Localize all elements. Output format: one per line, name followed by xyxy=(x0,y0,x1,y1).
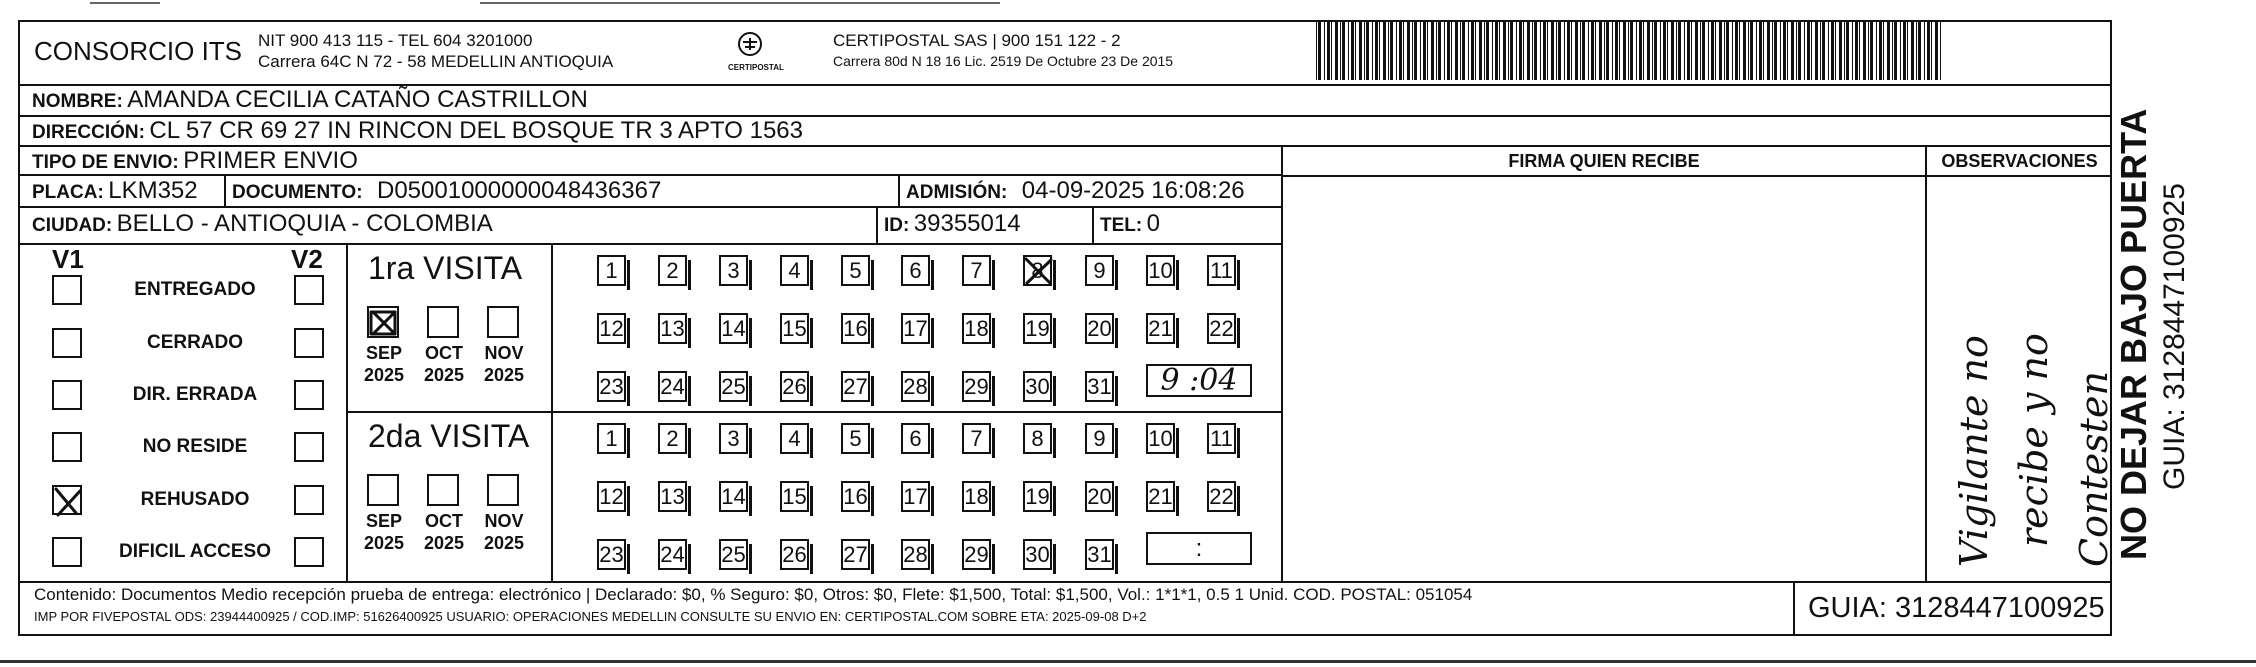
direccion-row xyxy=(32,117,803,145)
day-box[interactable] xyxy=(658,255,687,286)
day-number: 24 xyxy=(660,374,685,399)
day-box[interactable] xyxy=(780,313,809,344)
handwriting-scribble xyxy=(1927,177,2112,579)
id-value: 39355014 xyxy=(913,210,1021,237)
carrier-line: CERTIPOSTAL SAS | 900 151 122 - 2 xyxy=(833,31,1121,50)
day-box[interactable] xyxy=(597,255,626,286)
day-box[interactable] xyxy=(1085,313,1114,344)
v2-checkbox[interactable] xyxy=(294,380,324,410)
observaciones-header: OBSERVACIONES xyxy=(1941,151,2098,171)
tel-label: TEL: xyxy=(1100,215,1143,236)
scan-artifact xyxy=(480,2,1000,4)
month-checkbox[interactable] xyxy=(367,474,399,506)
row-divider xyxy=(18,243,1281,245)
footer-imp: IMP POR FIVEPOSTAL ODS: 23944400925 / COD.IMP: 51626400925 USUARIO: OPERACIONES MEDELLIN CONSULTE SU ENVIO EN: CERTIPOSTAL.COM SOBRE ETA: 2025-09-08 D+2 xyxy=(34,609,1147,624)
visit-divider xyxy=(346,411,1281,413)
company-nit: NIT 900 413 115 - TEL 604 3201000 xyxy=(258,31,533,50)
day-box[interactable] xyxy=(962,423,991,454)
day-box[interactable] xyxy=(841,371,870,402)
day-box[interactable] xyxy=(1085,423,1114,454)
carrier-info xyxy=(833,30,1173,72)
day-number: 17 xyxy=(903,484,928,509)
cell-divider xyxy=(1092,207,1094,243)
day-number: 7 xyxy=(970,426,983,451)
day-box[interactable] xyxy=(719,423,748,454)
tel-value: 0 xyxy=(1146,210,1161,237)
day-box[interactable] xyxy=(597,539,626,570)
v1-checkbox[interactable] xyxy=(52,485,82,515)
day-number: 2 xyxy=(666,258,679,283)
day-box[interactable] xyxy=(962,539,991,570)
month-checkbox[interactable] xyxy=(487,306,519,338)
guia-divider xyxy=(1793,581,1795,636)
month-checkbox[interactable] xyxy=(427,474,459,506)
day-box[interactable] xyxy=(719,371,748,402)
month-name: SEP xyxy=(365,511,403,531)
day-number: 28 xyxy=(903,542,928,567)
day-number: 25 xyxy=(721,542,746,567)
day-number: 13 xyxy=(660,484,685,509)
footer-divider xyxy=(18,581,2112,583)
company-name: CONSORCIO ITS xyxy=(34,36,243,66)
day-box[interactable] xyxy=(1085,255,1114,286)
month-checkbox[interactable] xyxy=(427,306,459,338)
day-box[interactable] xyxy=(719,255,748,286)
status-label: ENTREGADO xyxy=(134,279,256,300)
row-divider xyxy=(18,174,1281,176)
day-box[interactable] xyxy=(658,423,687,454)
day-box[interactable] xyxy=(1207,481,1236,512)
month-name: OCT xyxy=(425,511,463,531)
month-year: 2025 xyxy=(423,533,465,553)
certipostal-logo xyxy=(728,30,784,72)
nombre-row xyxy=(32,86,588,114)
status-label: DIR. ERRADA xyxy=(132,384,258,405)
day-number: 3 xyxy=(727,258,740,283)
day-number: 18 xyxy=(964,316,989,341)
day-box[interactable] xyxy=(962,481,991,512)
day-number: 27 xyxy=(843,542,868,567)
company-address: Carrera 64C N 72 - 58 MEDELLIN ANTIOQUIA xyxy=(258,52,614,71)
ciudad-row xyxy=(32,210,493,238)
company-info xyxy=(258,30,613,72)
month-label xyxy=(419,510,469,554)
day-number: 1 xyxy=(605,426,618,451)
month-checkbox[interactable] xyxy=(487,474,519,506)
time-field[interactable]: 9 :04 xyxy=(1146,364,1252,397)
day-number: 11 xyxy=(1210,258,1233,283)
day-box[interactable] xyxy=(1023,539,1052,570)
v1-checkbox[interactable] xyxy=(52,275,82,305)
day-number: 22 xyxy=(1209,484,1234,509)
day-number: 1 xyxy=(605,258,618,283)
tel-row xyxy=(1100,210,1160,238)
day-check-mark-icon xyxy=(1023,255,1055,287)
day-box[interactable] xyxy=(658,481,687,512)
day-number: 5 xyxy=(849,258,862,283)
day-number: 19 xyxy=(1025,316,1050,341)
day-box[interactable] xyxy=(901,539,930,570)
day-number: 8 xyxy=(1031,258,1044,283)
day-number: 16 xyxy=(843,316,868,341)
cell-divider xyxy=(224,175,226,206)
day-number: 11 xyxy=(1210,426,1233,451)
month-checkbox[interactable] xyxy=(367,306,399,338)
day-number: 25 xyxy=(721,374,746,399)
day-box[interactable] xyxy=(597,313,626,344)
day-box[interactable] xyxy=(1146,313,1175,344)
signature-area[interactable] xyxy=(1283,177,1925,579)
admision-value: 04-09-2025 16:08:26 xyxy=(1021,177,1245,204)
v1-header: V1 xyxy=(52,244,84,274)
day-number: 29 xyxy=(964,542,989,567)
day-box[interactable] xyxy=(1146,481,1175,512)
certipostal-logo-icon xyxy=(736,30,764,58)
handwriting-line-2: recibe y no xyxy=(2012,333,2056,547)
day-number: 26 xyxy=(782,542,807,567)
side-guia: GUIA: 3128447100925 xyxy=(2158,183,2191,490)
status-label: NO RESIDE xyxy=(142,436,248,457)
placa-label: PLACA: xyxy=(32,182,104,203)
cell-divider xyxy=(898,175,900,206)
day-number: 7 xyxy=(970,258,983,283)
v2-checkbox[interactable] xyxy=(294,485,324,515)
month-name: NOV xyxy=(484,343,524,363)
month-year: 2025 xyxy=(363,365,405,385)
placa-value: LKM352 xyxy=(108,177,198,204)
day-box[interactable] xyxy=(1085,371,1114,402)
handwriting-line-1: Vigilante no xyxy=(1952,335,1996,567)
no-dejar-bajo-puerta: NO DEJAR BAJO PUERTA xyxy=(2113,108,2154,560)
scan-artifact xyxy=(90,2,160,4)
day-number: 10 xyxy=(1148,426,1173,451)
day-box[interactable] xyxy=(597,371,626,402)
day-number: 23 xyxy=(599,374,624,399)
day-box[interactable] xyxy=(780,255,809,286)
day-box[interactable] xyxy=(658,539,687,570)
day-number: 17 xyxy=(903,316,928,341)
placa-row xyxy=(32,177,198,205)
time-field[interactable]: : xyxy=(1146,532,1252,565)
day-number: 31 xyxy=(1087,542,1112,567)
day-box[interactable] xyxy=(1023,423,1052,454)
handwriting-line-3: Contesten xyxy=(2072,371,2112,567)
day-box[interactable] xyxy=(658,313,687,344)
month-name: OCT xyxy=(425,343,463,363)
day-number: 18 xyxy=(964,484,989,509)
v2-checkbox[interactable] xyxy=(294,537,324,567)
id-row xyxy=(884,210,1021,238)
day-number: 16 xyxy=(843,484,868,509)
v1-checkbox[interactable] xyxy=(52,328,82,358)
check-mark-icon xyxy=(369,308,401,340)
day-number: 24 xyxy=(660,542,685,567)
day-box[interactable] xyxy=(1146,423,1175,454)
nombre-label: NOMBRE: xyxy=(32,91,123,112)
v2-checkbox[interactable] xyxy=(294,275,324,305)
day-box[interactable] xyxy=(1085,539,1114,570)
day-box[interactable] xyxy=(841,539,870,570)
v1-checkbox[interactable] xyxy=(52,432,82,462)
v2-checkbox[interactable] xyxy=(294,432,324,462)
day-number: 5 xyxy=(849,426,862,451)
day-number: 30 xyxy=(1025,542,1050,567)
day-box[interactable] xyxy=(901,313,930,344)
day-box[interactable] xyxy=(780,371,809,402)
day-box[interactable] xyxy=(1146,255,1175,286)
day-number: 21 xyxy=(1148,316,1173,341)
day-box[interactable] xyxy=(780,539,809,570)
v2-checkbox[interactable] xyxy=(294,328,324,358)
nombre-value: AMANDA CECILIA CATAÑO CASTRILLON xyxy=(127,86,588,113)
day-box[interactable] xyxy=(597,423,626,454)
barcode xyxy=(1312,22,1952,82)
month-year: 2025 xyxy=(483,533,525,553)
day-number: 12 xyxy=(599,316,624,341)
day-box[interactable] xyxy=(1207,313,1236,344)
day-number: 15 xyxy=(782,316,807,341)
ciudad-label: CIUDAD: xyxy=(32,215,113,236)
day-number: 4 xyxy=(788,426,801,451)
day-number: 29 xyxy=(964,374,989,399)
firma-header: FIRMA QUIEN RECIBE xyxy=(1508,151,1700,171)
day-box[interactable] xyxy=(841,423,870,454)
day-box[interactable] xyxy=(719,313,748,344)
day-number: 3 xyxy=(727,426,740,451)
cell-divider xyxy=(876,207,878,243)
day-box[interactable] xyxy=(780,481,809,512)
day-number: 26 xyxy=(782,374,807,399)
day-number: 4 xyxy=(788,258,801,283)
day-number: 21 xyxy=(1148,484,1173,509)
day-box[interactable] xyxy=(962,313,991,344)
day-number: 12 xyxy=(599,484,624,509)
tipo-label: TIPO DE ENVIO: xyxy=(32,152,179,173)
month-label xyxy=(359,510,409,554)
day-box[interactable] xyxy=(901,423,930,454)
month-label xyxy=(479,342,529,386)
day-number: 28 xyxy=(903,374,928,399)
documento-row xyxy=(232,177,661,205)
month-label xyxy=(479,510,529,554)
month-name: NOV xyxy=(484,511,524,531)
day-number: 19 xyxy=(1025,484,1050,509)
day-box[interactable] xyxy=(719,481,748,512)
day-box[interactable] xyxy=(901,481,930,512)
status-label: DIFICIL ACCESO xyxy=(118,541,271,562)
month-label xyxy=(419,342,469,386)
day-box[interactable] xyxy=(841,255,870,286)
day-number: 6 xyxy=(909,426,922,451)
day-box[interactable] xyxy=(1207,255,1236,286)
month-year: 2025 xyxy=(363,533,405,553)
day-box[interactable] xyxy=(1023,255,1052,286)
day-box[interactable] xyxy=(962,371,991,402)
month-year: 2025 xyxy=(423,365,465,385)
day-number: 8 xyxy=(1031,426,1044,451)
day-box[interactable] xyxy=(841,313,870,344)
footer-guia: GUIA: 3128447100925 xyxy=(1808,592,2105,624)
v1-checkbox[interactable] xyxy=(52,380,82,410)
day-number: 15 xyxy=(782,484,807,509)
day-box[interactable] xyxy=(1207,423,1236,454)
direccion-label: DIRECCIÓN: xyxy=(32,122,145,143)
admision-label: ADMISIÓN: xyxy=(906,182,1008,203)
visit-title: 1ra VISITA xyxy=(368,250,523,286)
admision-row xyxy=(906,177,1245,205)
day-box[interactable] xyxy=(1023,313,1052,344)
day-number: 14 xyxy=(721,484,746,509)
observation-handwriting xyxy=(1927,177,2112,579)
day-number: 2 xyxy=(666,426,679,451)
day-number: 30 xyxy=(1025,374,1050,399)
day-box[interactable] xyxy=(1023,481,1052,512)
carrier-license: Carrera 80d N 18 16 Lic. 2519 De Octubre 23 De 2015 xyxy=(833,53,1174,69)
day-box[interactable] xyxy=(841,481,870,512)
logo-caption: CERTIPOSTAL xyxy=(728,63,784,72)
tipo-value: PRIMER ENVIO xyxy=(183,147,358,174)
documento-value: D05001000000048436367 xyxy=(377,177,662,204)
day-number: 20 xyxy=(1087,316,1112,341)
visit-title: 2da VISITA xyxy=(368,418,530,454)
day-box[interactable] xyxy=(901,255,930,286)
day-number: 27 xyxy=(843,374,868,399)
day-box[interactable] xyxy=(719,539,748,570)
day-box[interactable] xyxy=(658,371,687,402)
day-box[interactable] xyxy=(1085,481,1114,512)
check-mark-icon xyxy=(54,487,84,517)
footer-contenido: Contenido: Documentos Medio recepción prueba de entrega: electrónico | Declarado: $0, % Seguro: $0, Otros: $0, Flete: $1,500, Total: $1,500, Vol.: 1*1*1, 0.5 1 Unid. COD. POSTAL: 051054 xyxy=(34,585,1473,604)
day-box[interactable] xyxy=(1023,371,1052,402)
day-box[interactable] xyxy=(962,255,991,286)
v2-header: V2 xyxy=(291,244,323,274)
day-box[interactable] xyxy=(597,481,626,512)
scan-edge xyxy=(0,660,2256,663)
day-number: 10 xyxy=(1148,258,1173,283)
day-number: 14 xyxy=(721,316,746,341)
day-number: 31 xyxy=(1087,374,1112,399)
day-number: 9 xyxy=(1093,258,1106,283)
day-number: 22 xyxy=(1209,316,1234,341)
day-box[interactable] xyxy=(901,371,930,402)
id-label: ID: xyxy=(884,215,910,236)
month-label xyxy=(359,342,409,386)
ciudad-value: BELLO - ANTIOQUIA - COLOMBIA xyxy=(116,210,493,237)
day-number: 9 xyxy=(1093,426,1106,451)
tipo-row xyxy=(32,147,358,175)
documento-label: DOCUMENTO: xyxy=(232,182,363,203)
day-number: 23 xyxy=(599,542,624,567)
day-number: 13 xyxy=(660,316,685,341)
status-label: REHUSADO xyxy=(140,489,250,510)
month-name: SEP xyxy=(365,343,403,363)
month-year: 2025 xyxy=(483,365,525,385)
day-number: 20 xyxy=(1087,484,1112,509)
day-box[interactable] xyxy=(780,423,809,454)
direccion-value: CL 57 CR 69 27 IN RINCON DEL BOSQUE TR 3 APTO 1563 xyxy=(149,117,803,144)
status-label: CERRADO xyxy=(146,332,244,353)
day-number: 6 xyxy=(909,258,922,283)
v1-checkbox[interactable] xyxy=(52,537,82,567)
